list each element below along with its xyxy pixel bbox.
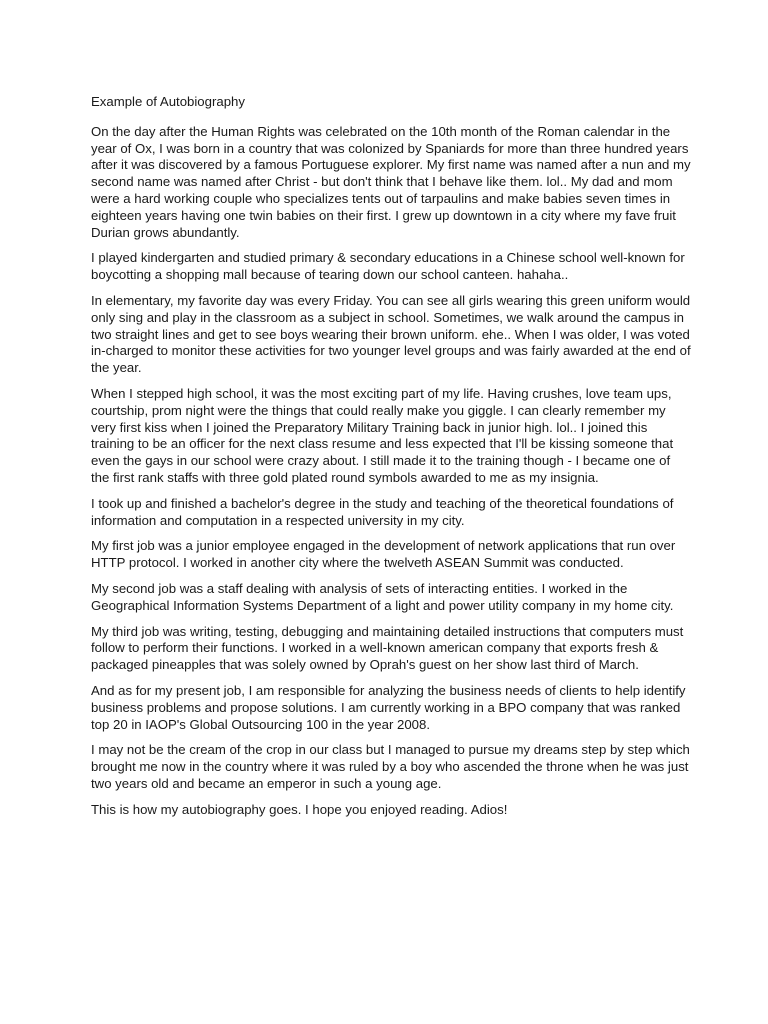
document-page: [91, 94, 691, 827]
paragraph-high-school: When I stepped high school, it was the most exciting part of my life. Having crushes, love team ups, courtship, prom night were the things that could really make you giggle. I can clearly remember my very first kiss when I joined the Preparatory Military Training back in junior high. lol.. I joined this training to be an officer for the next class resume and less expected that I'll be kissing someone that even the gays in our school were crazy about. I still made it to the training though - I became one of the first rank staffs with three gold plated round symbols awarded to me as my insignia.: [91, 385, 674, 485]
paragraph-closing: This is how my autobiography goes. I hope you enjoyed reading. Adios!: [91, 801, 508, 817]
paragraph-second-job: My second job was a staff dealing with analysis of sets of interacting entities. I worked in the Geographical Information Systems Department of a light and power utility company in my home city.: [91, 580, 674, 613]
document-title: Example of Autobiography: [91, 94, 245, 109]
paragraph-present-job: And as for my present job, I am responsible for analyzing the business needs of clients to help identify business problems and propose solutions. I am currently working in a BPO company that was ranked top 20 in IAOP's Global Outsourcing 100 in the year 2008.: [91, 682, 686, 732]
paragraph-birth: On the day after the Human Rights was celebrated on the 10th month of the Roman calendar in the year of Ox, I was born in a country that was colonized by Spaniards for more than three hundred years after it was discovered by a famous Portuguese explorer. My first name was named after a nun and my second name was named after Christ - but don't think that I behave like them. lol.. My dad and mom were a hard working couple who specializes tents out of tarpaulins and make babies seven times in eighteen years having one twin babies on their first. I grew up downtown in a city where my fave fruit Durian grows abundantly.: [91, 123, 691, 240]
paragraph-elementary: In elementary, my favorite day was every Friday. You can see all girls wearing this green uniform would only sing and play in the classroom as a subject in school. Sometimes, we walk around the campus in two straight lines and get to see boys wearing their brown uniform. ehe.. When I was older, I was voted in-charged to monitor these activities for two younger level groups and was fairly awarded at the end of the year.: [91, 292, 691, 376]
paragraph-third-job: My third job was writing, testing, debugging and maintaining detailed instructions that computers must follow to perform their functions. I worked in a well-known american company that exports fresh & packaged pineapples that was solely owned by Oprah's guest on her show last third of March.: [91, 623, 684, 673]
paragraph-college: I took up and finished a bachelor's degree in the study and teaching of the theoretical foundations of information and computation in a respected university in my city.: [91, 495, 674, 528]
paragraph-first-job: My first job was a junior employee engaged in the development of network applications that run over HTTP protocol. I worked in another city where the twelveth ASEAN Summit was conducted.: [91, 538, 676, 571]
paragraph-schooling: I played kindergarten and studied primary & secondary educations in a Chinese school well-known for boycotting a shopping mall because of tearing down our school canteen. hahaha..: [91, 250, 685, 283]
paragraph-dreams: I may not be the cream of the crop in our class but I managed to pursue my dreams step by step which brought me now in the country where it was ruled by a boy who ascended the throne when he was just two years old and became an emperor in such a young age.: [91, 742, 690, 791]
